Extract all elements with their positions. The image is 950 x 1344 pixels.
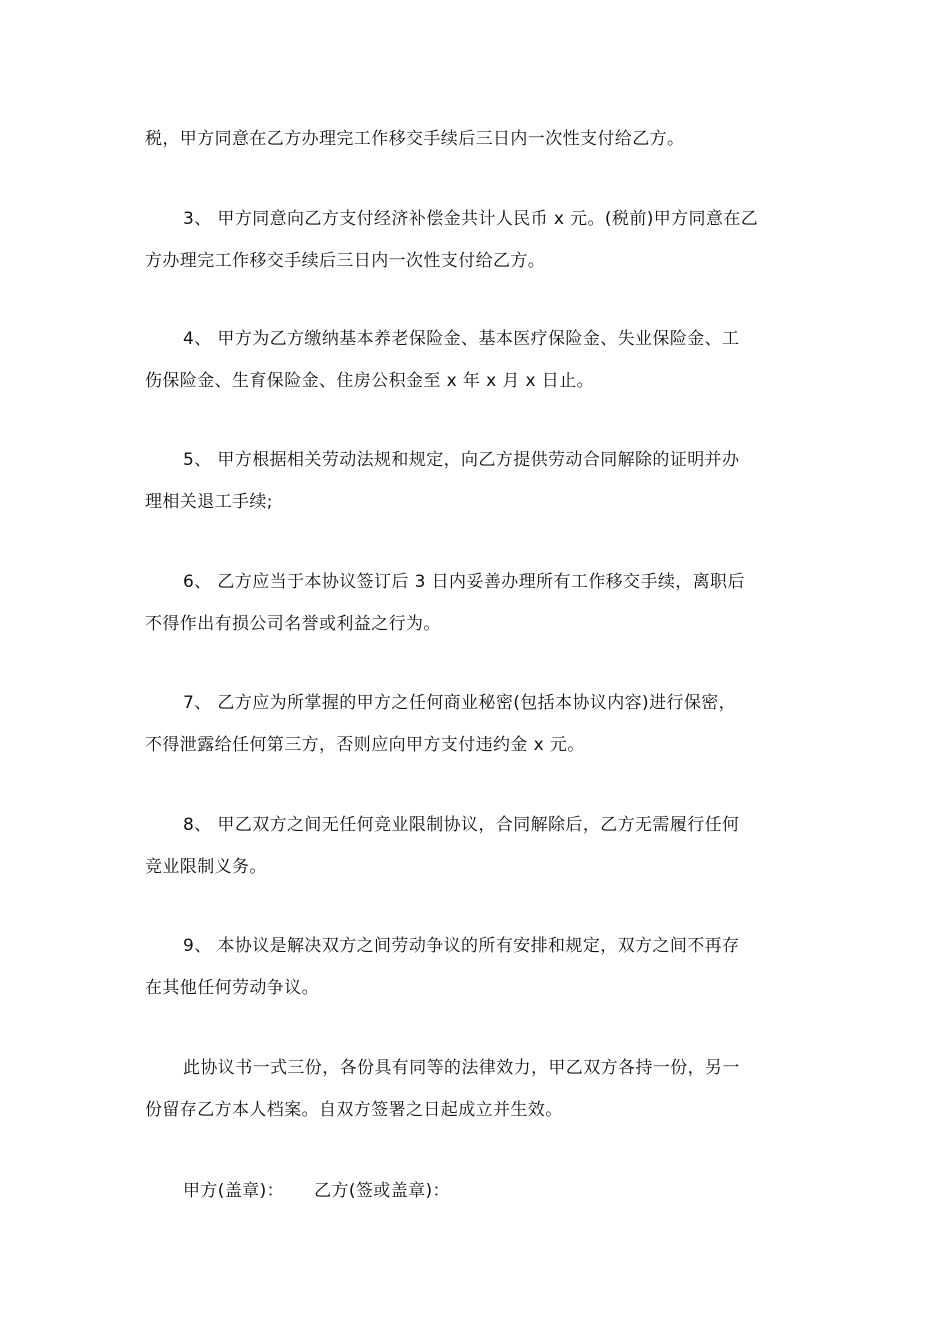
paragraph-line: 4、 甲方为乙方缴纳基本养老保险金、基本医疗保险金、失业保险金、工 bbox=[183, 329, 740, 349]
paragraph-tax-payment bbox=[145, 118, 805, 160]
clause-6-handover bbox=[145, 561, 805, 645]
clause-3-compensation bbox=[145, 198, 805, 282]
paragraph-line: 5、 甲方根据相关劳动法规和规定，向乙方提供劳动合同解除的证明并办 bbox=[183, 450, 740, 470]
paragraph-line: 3、 甲方同意向乙方支付经济补偿金共计人民币 x 元。(税前)甲方同意在乙 bbox=[183, 209, 759, 229]
clause-8-non-compete bbox=[145, 804, 805, 888]
paragraph-line: 竞业限制义务。 bbox=[145, 857, 267, 877]
party-a-signature-label: 甲方(盖章)： bbox=[183, 1181, 285, 1201]
clause-9-dispute-resolution bbox=[145, 925, 805, 1009]
paragraph-line: 理相关退工手续; bbox=[145, 492, 273, 512]
clause-7-confidentiality bbox=[145, 682, 805, 766]
paragraph-line: 7、 乙方应为所掌握的甲方之任何商业秘密(包括本协议内容)进行保密， bbox=[183, 693, 737, 713]
paragraph-line: 在其他任何劳动争议。 bbox=[145, 978, 319, 998]
paragraph-line: 8、 甲乙双方之间无任何竞业限制协议，合同解除后，乙方无需履行任何 bbox=[183, 815, 740, 835]
paragraph-line: 不得泄露给任何第三方，否则应向甲方支付违约金 x 元。 bbox=[145, 735, 585, 755]
paragraph-line: 伤保险金、生育保险金、住房公积金至 x 年 x 月 x 日止。 bbox=[145, 371, 595, 391]
clause-5-termination-proof bbox=[145, 439, 805, 523]
paragraph-copies-validity bbox=[145, 1047, 805, 1131]
paragraph-line: 份留存乙方本人档案。自双方签署之日起成立并生效。 bbox=[145, 1100, 563, 1120]
clause-4-insurance bbox=[145, 318, 805, 402]
party-b-signature-label: 乙方(签或盖章)： bbox=[314, 1181, 450, 1201]
paragraph-line: 此协议书一式三份，各份具有同等的法律效力，甲乙双方各持一份，另一 bbox=[183, 1058, 740, 1078]
signature-row bbox=[183, 1170, 450, 1212]
paragraph-line: 方办理完工作移交手续后三日内一次性支付给乙方。 bbox=[145, 251, 546, 271]
paragraph-line: 9、 本协议是解决双方之间劳动争议的所有安排和规定，双方之间不再存 bbox=[183, 936, 740, 956]
paragraph-line: 6、 乙方应当于本协议签订后 3 日内妥善办理所有工作移交手续，离职后 bbox=[183, 572, 745, 592]
paragraph-line: 税，甲方同意在乙方办理完工作移交手续后三日内一次性支付给乙方。 bbox=[145, 129, 685, 149]
paragraph-line: 不得作出有损公司名誉或利益之行为。 bbox=[145, 614, 441, 634]
